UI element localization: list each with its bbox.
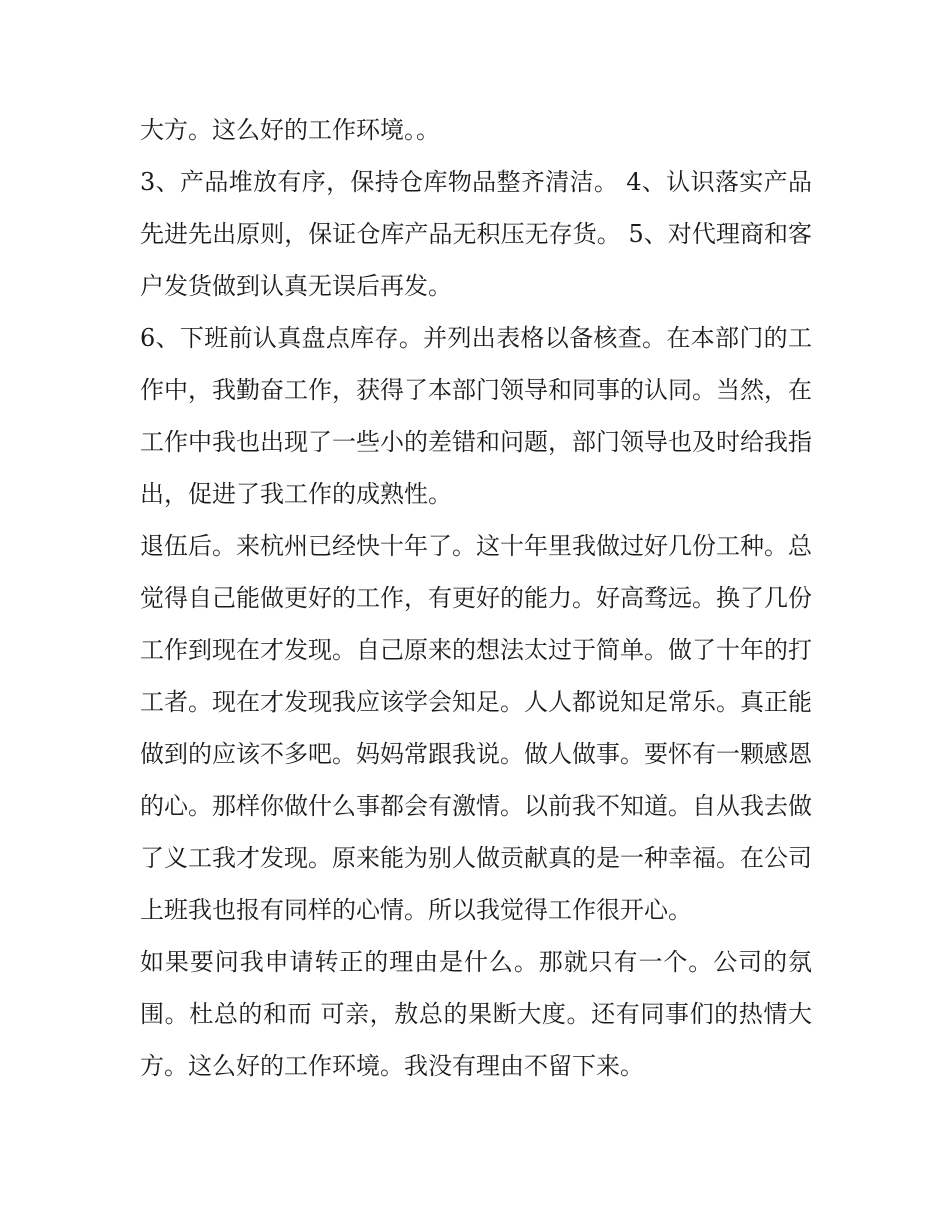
paragraph-4: 退伍后。来杭州已经快十年了。这十年里我做过好几份工种。总觉得自己能做更好的工作，有更好的能力。好高骛远。换了几份工作到现在才发现。自己原来的想法太过于简单。做了十年的打工者。现在才发现我应该学会知足。人人都说知足常乐。真正能做到的应该不多吧。妈妈常跟我说。做人做事。要怀有一颗感恩的心。那样你做什么事都会有激情。以前我不知道。自从我去做了义工我才发现。原来能为别人做贡献真的是一种幸福。在公司上班我也报有同样的心情。所以我觉得工作很开心。 <box>140 532 812 924</box>
paragraph-5: 如果要问我申请转正的理由是什么。那就只有一个。公司的氛围。杜总的和而 可亲，敖总的果断大度。还有同事们的热情大方。这么好的工作环境。我没有理由不留下来。 <box>140 948 812 1080</box>
paragraph-1: 大方。这么好的工作环境。。 <box>140 116 440 144</box>
document-body <box>140 104 812 1092</box>
paragraph-2: 3、产品堆放有序，保持仓库物品整齐清洁。 4、认识落实产品先进先出原则，保证仓库产品无积压无存货。 5、对代理商和客户发货做到认真无误后再发。 <box>140 168 812 300</box>
paragraph-3: 6、下班前认真盘点库存。并列出表格以备核查。在本部门的工作中，我勤奋工作，获得了本部门领导和同事的认同。当然，在工作中我也出现了一些小的差错和问题，部门领导也及时给我指出，促进了我工作的成熟性。 <box>140 324 812 508</box>
